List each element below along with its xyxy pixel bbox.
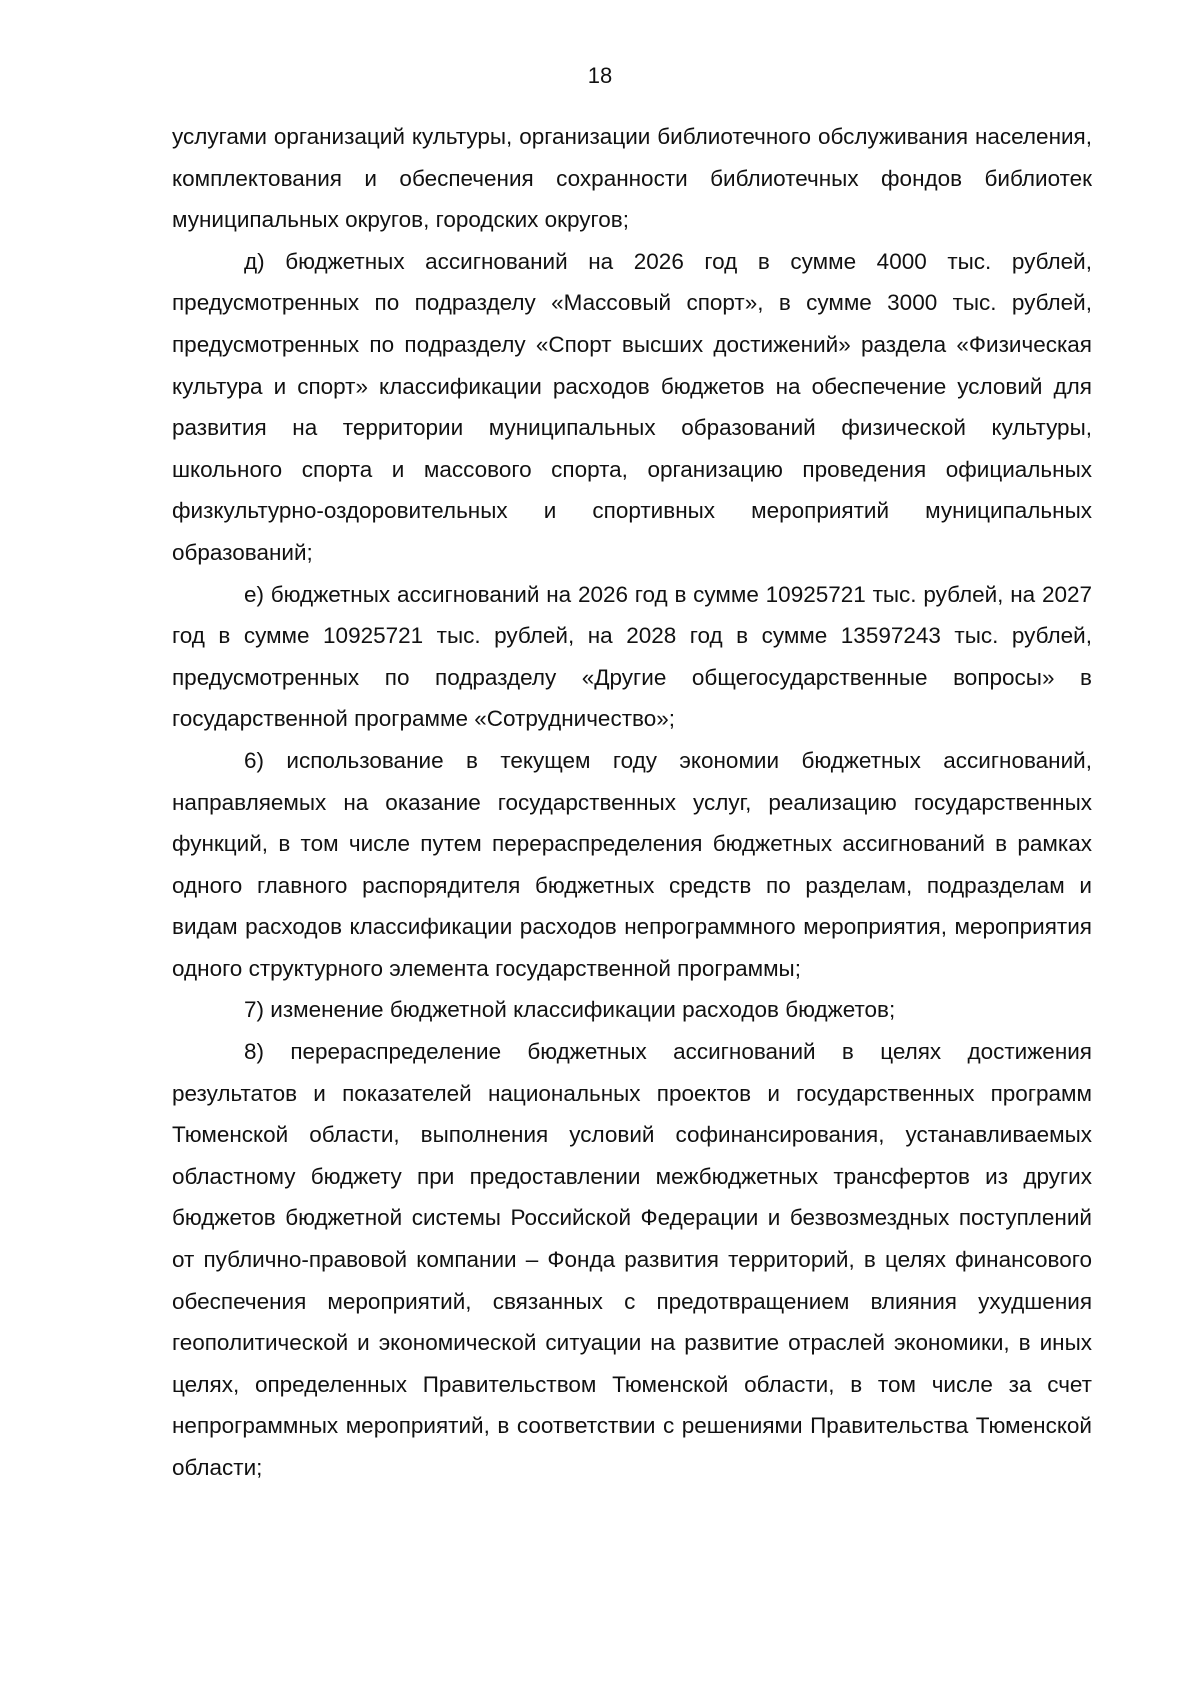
paragraph-item-e: е) бюджетных ассигнований на 2026 год в сумме 10925721 тыс. рублей, на 2027 год в сумме 10925721 тыс. рублей, на 2028 год в сумме 13597243 тыс. рублей, предусмотренных по подразделу «Другие общегосударственные вопросы» в государственной программе «Сотрудничество»; (172, 581, 1092, 732)
paragraph-continuation: услугами организаций культуры, организации библиотечного обслуживания населения, комплектования и обеспечения сохранности библиотечных фондов библиотек муниципальных округов, городских округов; (172, 124, 1092, 233)
paragraph-item-6: 6) использование в текущем году экономии бюджетных ассигнований, направляемых на оказание государственных услуг, реализацию государственных функций, в том числе путем перераспределения бюджетных ассигнований в рамках одного главного распорядителя бюджетных средств по разделам, подразделам и видам расходов классификации расходов непрограммного мероприятия, мероприятия одного структурного элемента государственной программы; (172, 747, 1092, 981)
document-body (172, 116, 1092, 1489)
paragraph-item-8: 8) перераспределение бюджетных ассигнований в целях достижения результатов и показателей национальных проектов и государственных программ Тюменской области, выполнения условий софинансирования, устанавливаемых областному бюджету при предоставлении межбюджетных трансфертов из других бюджетов бюджетной системы Российской Федерации и безвозмездных поступлений от публично-правовой компании – Фонда развития территорий, в целях финансового обеспечения мероприятий, связанных с предотвращением влияния ухудшения геополитической и экономической ситуации на развитие отраслей экономики, в иных целях, определенных Правительством Тюменской области, в том числе за счет непрограммных мероприятий, в соответствии с решениями Правительства Тюменской области; (172, 1039, 1092, 1480)
paragraph-item-7: 7) изменение бюджетной классификации расходов бюджетов; (244, 997, 896, 1023)
page-number: 18 (587, 63, 613, 88)
paragraph-item-d: д) бюджетных ассигнований на 2026 год в сумме 4000 тыс. рублей, предусмотренных по подразделу «Массовый спорт», в сумме 3000 тыс. рублей, предусмотренных по подразделу «Спорт высших достижений» раздела «Физическая культура и спорт» классификации расходов бюджетов на обеспечение условий для развития на территории муниципальных образований физической культуры, школьного спорта и массового спорта, организацию проведения официальных физкультурно-оздоровительных и спортивных мероприятий муниципальных образований; (172, 248, 1092, 565)
